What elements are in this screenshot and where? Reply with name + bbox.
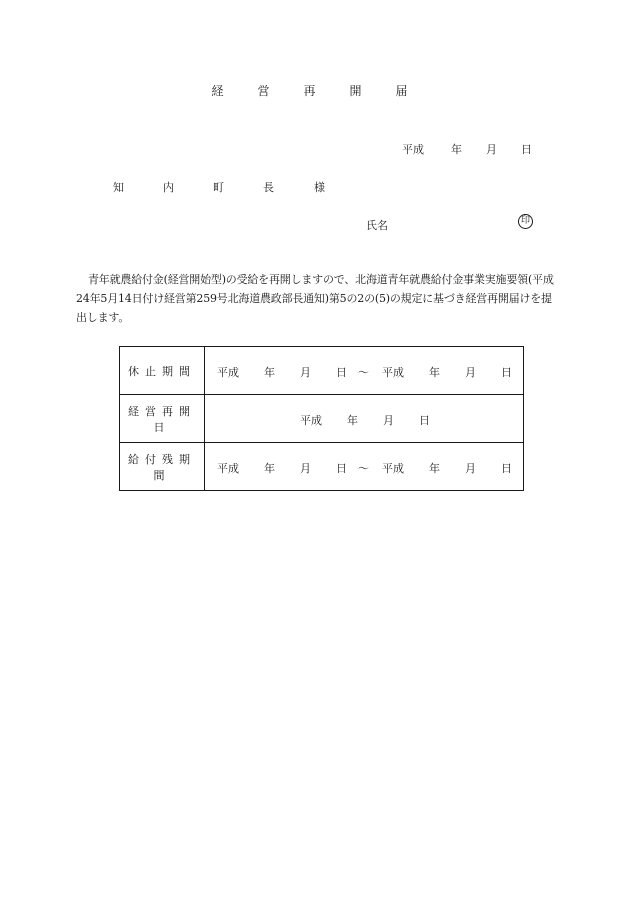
to-day: 日 (501, 366, 512, 379)
from-era: 平成 (217, 462, 239, 475)
row-label-remaining-period: 給付残期間 (120, 443, 205, 491)
resumption-table (119, 346, 524, 491)
from-month: 月 (300, 366, 311, 379)
from-day: 日 (336, 462, 347, 475)
row-label-resumption-date: 経営再開日 (120, 395, 205, 443)
to-year: 年 (429, 462, 440, 475)
to-era: 平成 (382, 366, 404, 379)
body-text: 青年就農給付金(経営開始型)の受給を再開しますので、北海道青年就農給付金事業実施要領(平成24年5月14日付け経営第259号北海道農政部長通知)第5の2の(5)の規定に基づき経営再開届けを提出します。 (76, 273, 554, 324)
table-row (120, 395, 524, 443)
date-year: 年 (451, 143, 462, 156)
range-separator: ～ (358, 462, 369, 475)
date-day: 日 (521, 143, 532, 156)
table-row (120, 443, 524, 491)
date-month: 月 (383, 414, 394, 427)
addressee-name: 知 内 町 長 (113, 181, 288, 194)
to-month: 月 (465, 462, 476, 475)
date-month: 月 (486, 143, 497, 156)
applicant-name-label: 氏名 (366, 219, 388, 232)
range-separator: ～ (358, 366, 369, 379)
from-era: 平成 (217, 366, 239, 379)
to-year: 年 (429, 366, 440, 379)
from-year: 年 (264, 366, 275, 379)
row-label-suspension-period: 休止期間 (120, 347, 205, 395)
date-era: 平成 (402, 143, 424, 156)
suspension-period-value (205, 347, 524, 395)
table-row (120, 347, 524, 395)
seal-mark: 印 (518, 214, 533, 229)
resumption-date-value (205, 395, 524, 443)
from-day: 日 (336, 366, 347, 379)
from-year: 年 (264, 462, 275, 475)
date-year: 年 (347, 414, 358, 427)
document-title: 経 営 再 開 届 (211, 84, 419, 98)
addressee (113, 179, 339, 195)
date-era: 平成 (300, 414, 322, 427)
to-month: 月 (465, 366, 476, 379)
to-day: 日 (501, 462, 512, 475)
to-era: 平成 (382, 462, 404, 475)
remaining-period-value (205, 443, 524, 491)
addressee-honorific: 様 (314, 181, 339, 194)
from-month: 月 (300, 462, 311, 475)
date-day: 日 (419, 414, 430, 427)
